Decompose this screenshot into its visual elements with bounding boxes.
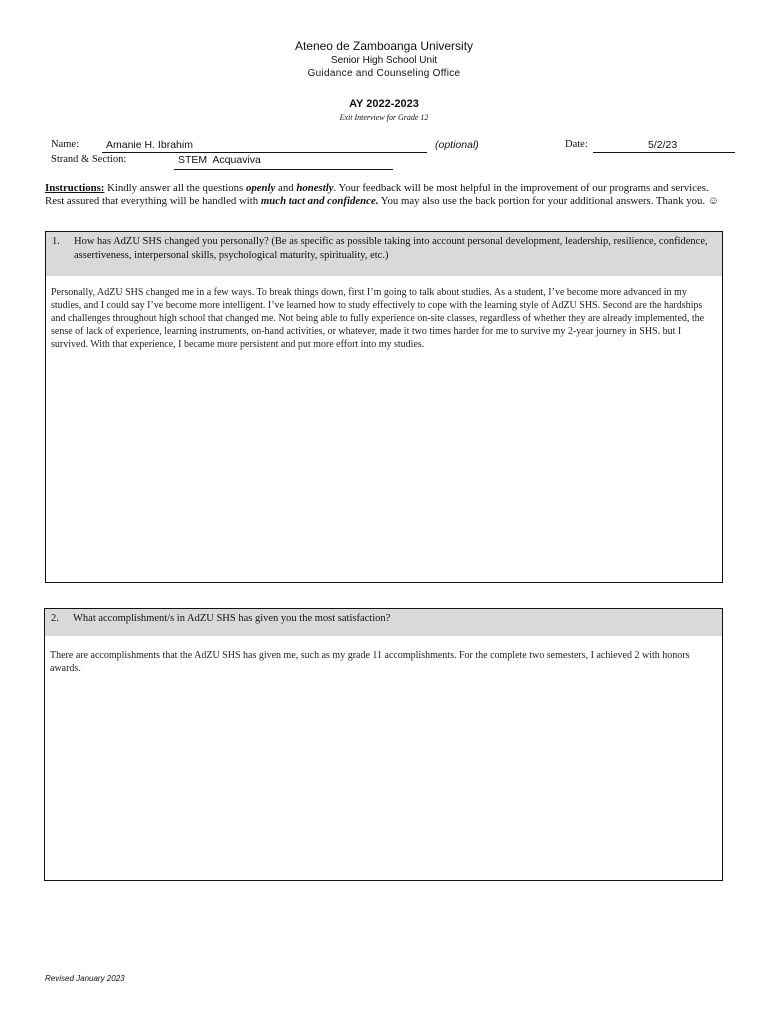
instructions: [45, 182, 725, 208]
strand-label: Strand & Section:: [51, 154, 127, 165]
unit-name: Senior High School Unit: [330, 55, 438, 66]
strand-field[interactable]: STEM Acquaviva: [178, 154, 261, 166]
tact-emphasis: much tact and confidence.: [260, 195, 379, 207]
date-label: Date:: [565, 139, 588, 150]
date-underline: [593, 152, 735, 153]
question-2-number: 2.: [51, 613, 59, 624]
university-name: Ateneo de Zamboanga University: [294, 39, 474, 53]
question-2-header: [45, 609, 722, 636]
instructions-text-3: You may also use the back portion for your additional answers. Thank you. ☺: [378, 195, 719, 207]
office-name: Guidance and Counseling Office: [307, 68, 461, 79]
instructions-text-2: . Your feedback will be most helpful in the improvement of our programs and services. Rest assured that everything will be handled with: [45, 182, 709, 207]
strand-underline: [174, 169, 393, 170]
form-subtitle: Exit Interview for Grade 12: [339, 113, 429, 122]
question-1-answer[interactable]: Personally, AdZU SHS changed me in a few ways. To break things down, first I’m going to talk about studies. As a student, I’ve become more advanced in my studies, and I could say I’ve become more intelligent. I’ve learned how to study effectively to cope with the learning style of AdZU SHS. Second are the hardships and challenges throughout high school that changed me. Not being able to fully experience on-site classes, regardless of whether they are already implemented, the sense of lack of experience, learning instruments, on-hand activities, or whatever, made it two times harder for me to survive my 2-year journey in SHS. but I survived. With that experience, I became more persistent and put more effort into my studies.: [51, 287, 705, 350]
instructions-and: and: [275, 182, 297, 194]
instructions-text-1: Kindly answer all the questions: [104, 182, 246, 194]
question-1-text: How has AdZU SHS changed you personally? (Be as specific as possible taking into account personal development, leadership, resilience, confidence, assertiveness, interpersonal skills, psychological maturity, spirituality, etc.): [74, 236, 708, 261]
honestly-emphasis: honestly: [296, 182, 334, 194]
name-field[interactable]: Amanie H. Ibrahim: [106, 139, 193, 151]
academic-year: AY 2022-2023: [349, 98, 419, 110]
name-label: Name:: [51, 139, 79, 150]
name-underline: [102, 152, 427, 153]
question-2-box: [44, 608, 723, 881]
question-1-number: 1.: [52, 236, 60, 247]
question-1-box: [45, 231, 723, 583]
optional-note: (optional): [435, 139, 479, 151]
revision-note: Revised January 2023: [45, 974, 125, 983]
instructions-label: Instructions:: [45, 182, 105, 194]
question-2-answer[interactable]: There are accomplishments that the AdZU SHS has given me, such as my grade 11 accomplishments. For the complete two semesters, I achieved 2 with honors awards.: [50, 650, 690, 674]
date-field[interactable]: 5/2/23: [648, 139, 678, 151]
question-2-text: What accomplishment/s in AdZU SHS has given you the most satisfaction?: [73, 613, 391, 624]
openly-emphasis: openly: [245, 182, 276, 194]
question-1-header: [46, 232, 722, 276]
